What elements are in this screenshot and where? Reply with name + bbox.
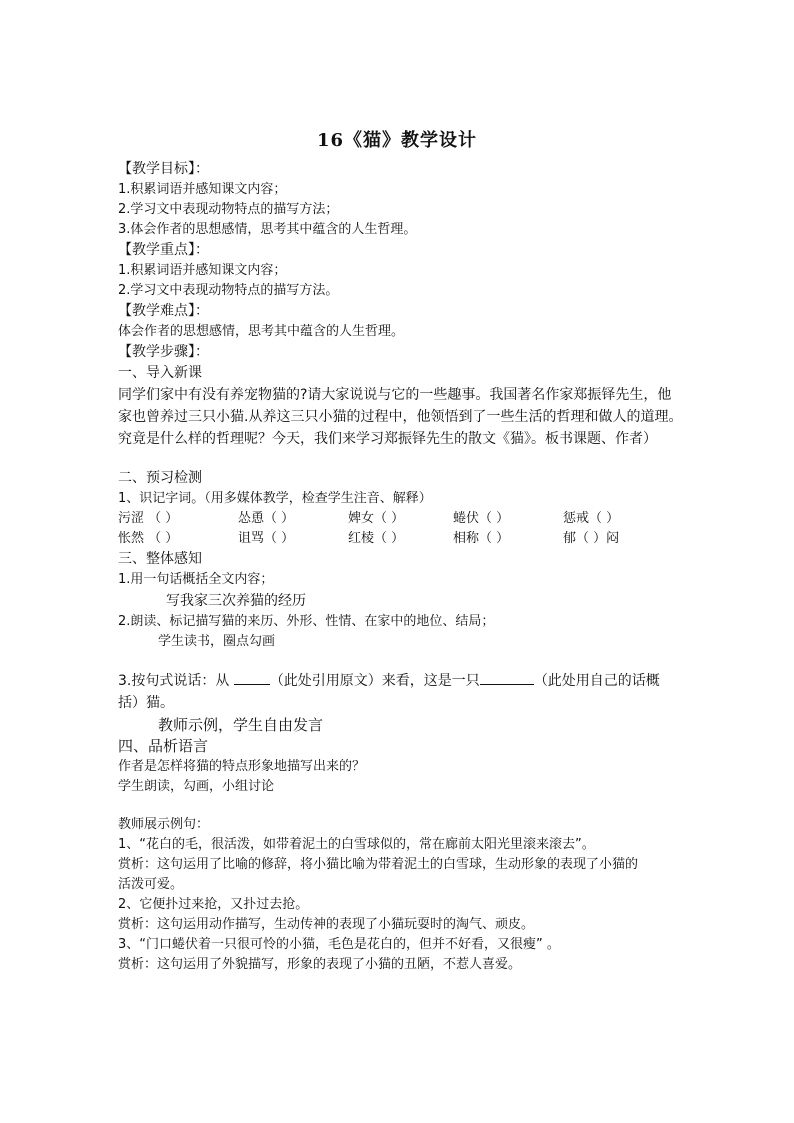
objectives-heading: 【教学目标】：: [118, 161, 209, 177]
vocab-item: 相称（ ）: [453, 531, 510, 546]
overall-question: 1.用一句话概括全文内容；: [118, 572, 274, 587]
language-heading: 四、品析语言: [118, 737, 209, 755]
overall-answer: 写我家三次养猫的经历: [166, 593, 306, 609]
vocab-item: 婢女（ ）: [348, 511, 405, 526]
spacer: [118, 450, 698, 468]
vocab-item: 蜷伏（ ）: [453, 511, 510, 526]
example-line: 3、“门口蜷伏着一只很可怜的小猫，毛色是花白的，但并不好看，又很瘦” 。: [118, 937, 560, 952]
fill-blank: [234, 672, 270, 685]
example-line: 活泼可爱。: [118, 877, 184, 892]
intro-line: 同学们家中有没有养宠物猫的?请大家说说与它的一些趣事。我国著名作家郑振铎先生，他: [118, 387, 672, 403]
vocab-row: [118, 529, 698, 549]
overall-answer: 学生读书，圈点勾画: [158, 634, 276, 649]
objective-item: 3.体会作者的思想感情，思考其中蕴含的人生哲理。: [118, 222, 417, 237]
example-line: 1、“花白的毛，很活泼，如带着泥土的白雪球似的，常在廊前太阳光里滚来滚去”。: [118, 837, 595, 852]
difficulties-heading: 【教学难点】：: [118, 303, 209, 319]
example-line: 2、它便扑过来抢，又扑过去抢。: [118, 897, 309, 912]
difficulties-text: 体会作者的思想感情，思考其中蕴含的人生哲理。: [118, 324, 405, 339]
steps-heading: 【教学步骤】：: [118, 344, 209, 360]
sentence-pattern-question: [118, 670, 698, 692]
key-point-item: 2.学习文中表现动物特点的描写方法。: [118, 283, 339, 298]
key-points-heading: 【教学重点】：: [118, 242, 209, 258]
objective-item: 2.学习文中表现动物特点的描写方法；: [118, 202, 339, 217]
sentence-pattern-cont: 括）猫。: [118, 695, 174, 711]
pattern-text: 3.按句式说话：从: [118, 673, 234, 689]
key-point-item: 1.积累词语并感知课文内容；: [118, 263, 287, 278]
pattern-text: （此处引用原文）来看，这是一只: [269, 673, 480, 689]
vocab-item: 郁（ ）闷: [563, 531, 620, 546]
vocab-item: 惩戒（ ）: [563, 511, 620, 526]
pattern-text: （此处用自己的话概: [533, 673, 660, 689]
overall-heading: 三、整体感知: [118, 551, 202, 567]
example-line: 赏析：这句运用了外貌描写，形象的表现了小猫的丑陋，不惹人喜爱。: [118, 957, 522, 972]
preview-sub: 1、识记字词。（用多媒体教学，检查学生注音、解释）: [118, 491, 432, 506]
vocab-item: 怂恿（ ）: [238, 511, 295, 526]
preview-heading: 二、预习检测: [118, 470, 202, 486]
spacer: [118, 797, 698, 815]
example-line: 赏析：这句运用了比喻的修辞，将小猫比喻为带着泥土的白雪球，生动形象的表现了小猫的: [118, 857, 639, 872]
example-line: 赏析：这句运用动作描写，生动传神的表现了小猫玩耍时的淘气、顽皮。: [118, 917, 535, 932]
language-question: 作者是怎样将猫的特点形象地描写出来的？: [118, 759, 366, 774]
intro-line: 究竟是什么样的哲理呢？今天，我们来学习郑振铎先生的散文《猫》。板书课题、作者）: [118, 431, 657, 447]
language-method: 学生朗读，勾画，小组讨论: [118, 779, 275, 794]
intro-line: 家也曾养过三只小猫.从养这三只小猫的过程中，他领悟到了一些生活的哲理和做人的道理。: [118, 409, 683, 425]
vocab-item: 怅然 （ ）: [118, 531, 179, 546]
intro-heading: 一、导入新课: [118, 365, 202, 381]
spacer: [118, 652, 698, 670]
vocab-row: [118, 509, 698, 529]
vocab-item: 污涩 （ ）: [118, 511, 179, 526]
document-body: [118, 159, 698, 975]
examples-heading: 教师展示例句：: [118, 817, 210, 832]
vocab-item: 红棱（ ）: [348, 531, 405, 546]
page-title: 16《猫》教学设计: [316, 130, 478, 151]
overall-answer: 教师示例，学生自由发言: [158, 716, 324, 734]
vocab-item: 诅骂（ ）: [238, 531, 295, 546]
overall-question: 2.朗读、标记描写猫的来历、外形、性情、在家中的地位、结局；: [118, 614, 495, 629]
objective-item: 1.积累词语并感知课文内容；: [118, 182, 287, 197]
fill-blank: [480, 672, 534, 685]
